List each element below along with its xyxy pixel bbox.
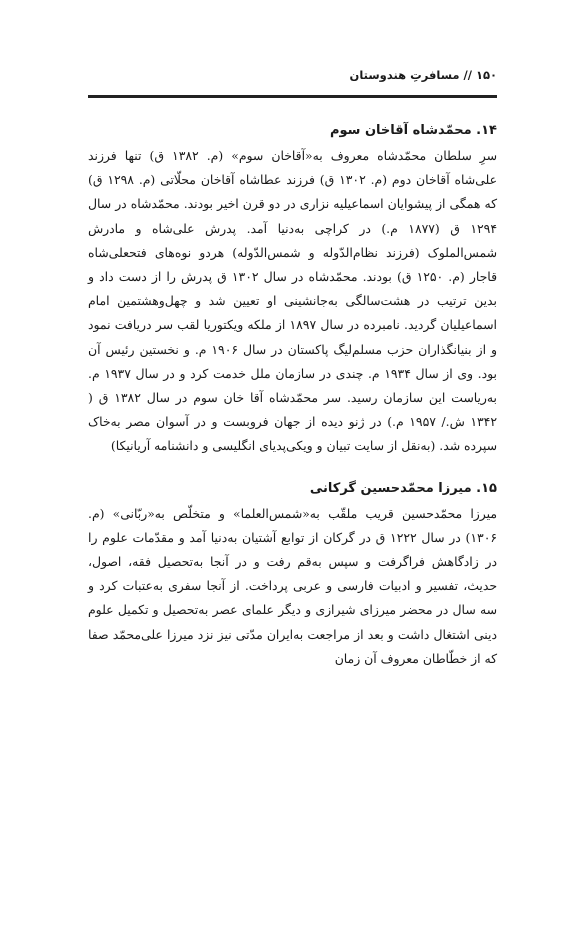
header-rule — [88, 95, 497, 98]
section-14 — [88, 123, 497, 459]
running-title: ۱۵۰ // مسافرتِ هندوستان — [349, 68, 497, 82]
page-body — [88, 117, 497, 671]
section-spacer — [88, 459, 497, 475]
section-15 — [88, 481, 497, 671]
section-paragraph: میرزا محمّدحسین قریب ملقّب به«شمس‌العلما» و متخلّص به«ربّانی» (م. ۱۳۰۶) در سال ۱۲۲۲ ق در گرکان از توابع آشتیان به‌دنیا آمد و مقدّمات علوم را در زادگاهش فراگرفت و سپس به‌قم رفت و در آنجا به‌تحصیل فقه، اصول، حدیث، تفسیر و ادبیات فارسی و عربی پرداخت. از آنجا سفری به‌عتبات کرد و سه سال در محضر میرزای شیرازی و دیگر علمای عصر به‌تحصیل و تکمیل علوم دینی اشتغال داشت و بعد از مراجعت به‌ایران مدّتی نیز نزد میرزا علی‌محمّد صفا که از خطّاطان معروف آن زمان — [88, 505, 498, 666]
section-title: ۱۵. میرزا محمّدحسین گرکانی — [309, 480, 497, 496]
section-paragraph: سرِ سلطان محمّدشاه معروف به«آقاخان سوم» (م. ۱۳۸۲ ق) تنها فرزند علی‌شاه آقاخان دوم (م. ۱۳۰۲ ق) فرزند عطاشاه آقاخان محلّاتی (م. ۱۲۹۸ ق) که همگی از پیشوایان اسماعیلیه نزاری در دو قرن اخیر بودند. محمّدشاه در سال ۱۲۹۴ ق (۱۸۷۷ م.) در کراچی به‌دنیا آمد. پدرش علی‌شاه و مادرش شمس‌الملوک (فرزند نظام‌الدّوله و شمس‌الدّوله) هردو نوه‌های فتحعلی‌شاه قاجار (م. ۱۲۵۰ ق) بودند. محمّدشاه در سال ۱۳۰۲ ق پدرش را از دست داد و بدین ترتیب در هشت‌سالگی به‌جانشینی او تعیین شد و چهل‌وهشتمین امام اسماعیلیان گردید. نامبرده در سال ۱۸۹۷ از ملکه ویکتوریا لقب سر دریافت نمود و از بنیانگذاران حزب مسلم‌لیگ پاکستان در سال ۱۹۰۶ م. و نخستین رئیس آن بود. وی از سال ۱۹۳۴ م. چندی در سازمان ملل خدمت کرد و در سال ۱۹۳۷ م. به‌ریاست این سازمان رسید. سر محمّدشاه آقا خان سوم در سال ۱۳۸۲ ق ( ۱۳۴۲ ش./ ۱۹۵۷ م.) در ژنو دیده از جهان فروبست و در آسوان مصر به‌خاک سپرده شد. (به‌نقل از سایت تبیان و ویکی‌پدیای انگلیسی و دانشنامه آریانیکا) — [88, 148, 497, 454]
running-header — [88, 68, 497, 94]
section-title: ۱۴. محمّدشاه آقاخان سوم — [329, 123, 497, 138]
